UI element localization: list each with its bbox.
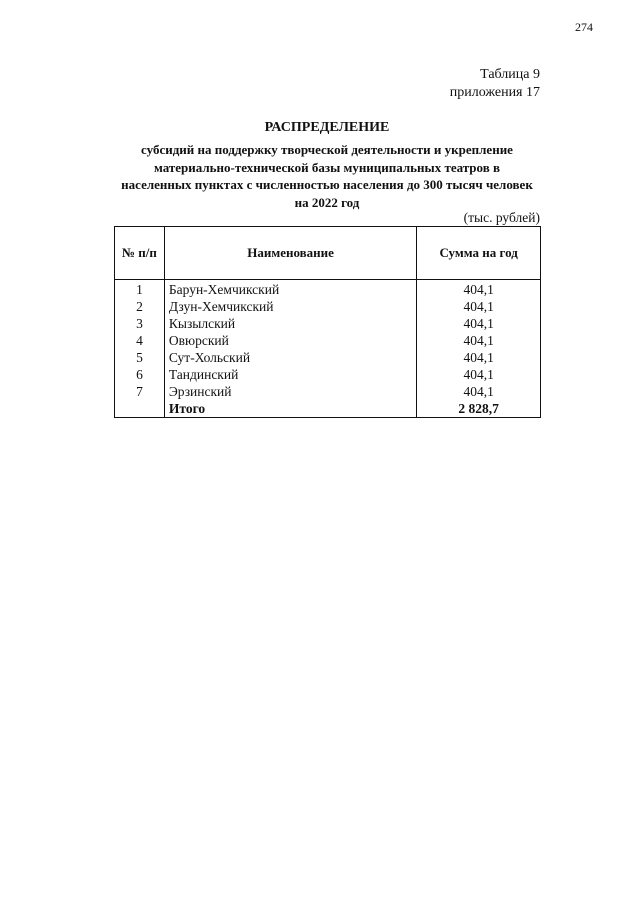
row-name: Барун-Хемчикский [164,280,416,299]
row-name: Кызылский [164,315,416,332]
page-number: 274 [575,20,593,34]
table-row [115,280,541,299]
row-name: Эрзинский [164,383,416,400]
row-number: 2 [115,298,165,315]
row-sum: 404,1 [417,315,541,332]
table-row [115,315,541,332]
total-sum: 2 828,7 [417,400,541,418]
row-name: Овюрский [164,332,416,349]
row-number: 1 [115,280,165,299]
row-sum: 404,1 [417,280,541,299]
subtitle-line: населенных пунктах с численностью населения до 300 тысяч человек [121,177,533,192]
total-number [115,400,165,418]
table-row [115,298,541,315]
distribution-table [114,226,541,418]
row-number: 7 [115,383,165,400]
header-name: Наименование [164,227,416,280]
row-number: 5 [115,349,165,366]
row-number: 4 [115,332,165,349]
row-sum: 404,1 [417,349,541,366]
table-row [115,349,541,366]
document-subtitle [100,141,554,211]
row-sum: 404,1 [417,298,541,315]
caption-table-number: Таблица 9 [480,67,540,82]
table-row [115,332,541,349]
subtitle-line: на 2022 год [294,194,360,210]
row-name: Дзун-Хемчикский [164,298,416,315]
caption-appendix: приложения 17 [449,85,540,100]
table-total-row [115,400,541,418]
table-row [115,383,541,400]
total-label: Итого [164,400,416,418]
subtitle-line: субсидий на поддержку творческой деятельности и укрепление [141,142,513,157]
header-number: № п/п [115,227,165,280]
table-row [115,366,541,383]
document-heading: РАСПРЕДЕЛЕНИЕ [264,120,390,135]
row-number: 3 [115,315,165,332]
row-sum: 404,1 [417,383,541,400]
table-caption [360,66,540,102]
row-name: Тандинский [164,366,416,383]
table-header-row [115,227,541,280]
row-number: 6 [115,366,165,383]
unit-label: (тыс. рублей) [463,210,540,225]
header-sum: Сумма на год [417,227,541,280]
row-name: Сут-Хольский [164,349,416,366]
subtitle-line: материально-технической базы муниципальных театров в [153,159,501,175]
row-sum: 404,1 [417,332,541,349]
row-sum: 404,1 [417,366,541,383]
